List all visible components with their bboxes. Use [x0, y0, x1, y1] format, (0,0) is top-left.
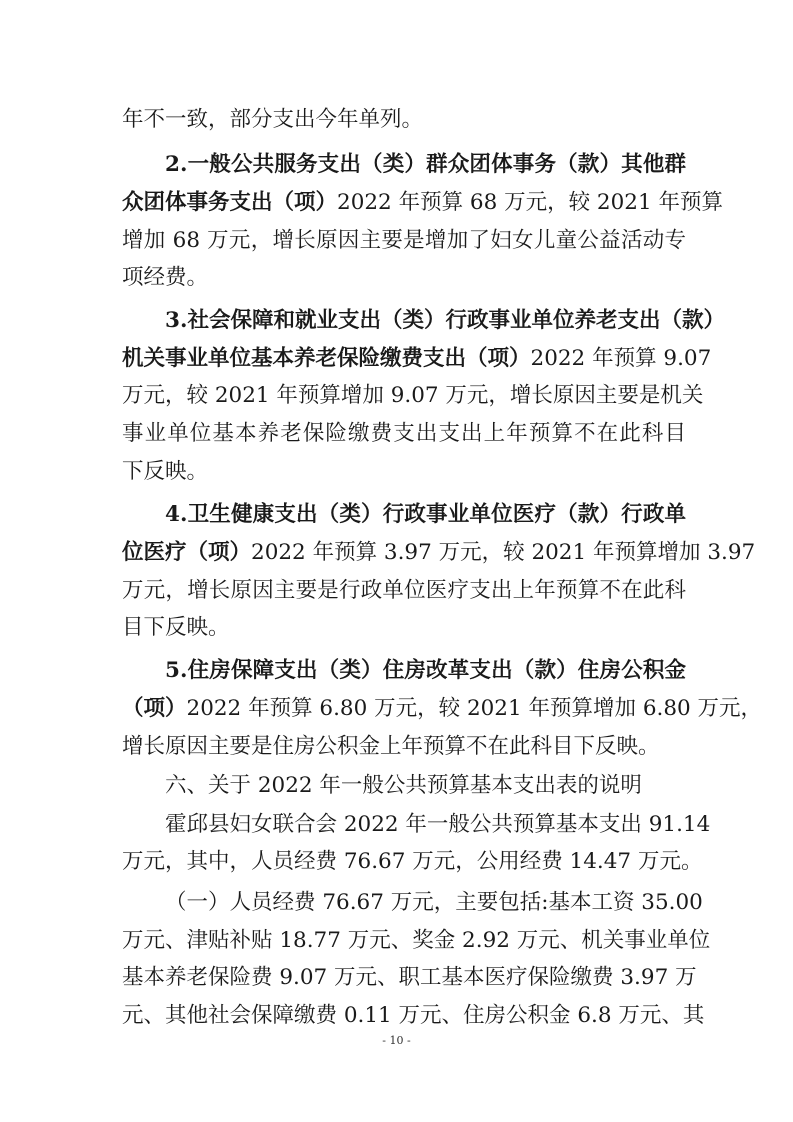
text-line: 4.卫生健康支出（类）行政事业单位医疗（款）行政单 — [165, 502, 686, 527]
page-number: - 10 - — [382, 1034, 411, 1047]
text-line: 增加 68 万元，增长原因主要是增加了妇女儿童公益活动专 — [122, 228, 686, 253]
text-line: 众团体事务支出（项）2022 年预算 68 万元，较 2021 年预算 — [122, 190, 723, 215]
text-line: 机关事业单位基本养老保险缴费支出（项）2022 年预算 9.07 — [122, 346, 712, 371]
text-line: （项）2022 年预算 6.80 万元，较 2021 年预算增加 6.80 万元， — [122, 696, 763, 721]
text-line: 霍邱县妇女联合会 2022 年一般公共预算基本支出 91.14 — [165, 812, 711, 837]
text-line: 位医疗（项）2022 年预算 3.97 万元，较 2021 年预算增加 3.97 — [122, 540, 756, 565]
text-line: 事业单位基本养老保险缴费支出支出上年预算不在此科目 — [122, 421, 686, 446]
section-heading: 六、关于 2022 年一般公共预算基本支出表的说明 — [165, 773, 642, 798]
text-line: 下反映。 — [122, 459, 209, 484]
text-line: 基本养老保险费 9.07 万元、职工基本医疗保险缴费 3.97 万 — [122, 965, 697, 990]
text-line: 万元，其中，人员经费 76.67 万元，公用经费 14.47 万元。 — [122, 849, 703, 874]
text-line: 年不一致，部分支出今年单列。 — [122, 107, 424, 132]
text-line: 项经费。 — [122, 265, 209, 290]
text-line: 万元、津贴补贴 18.77 万元、奖金 2.92 万元、机关事业单位 — [122, 928, 711, 953]
text-line: 万元，较 2021 年预算增加 9.07 万元，增长原因主要是机关 — [122, 383, 704, 408]
text-line: 万元，增长原因主要是行政单位医疗支出上年预算不在此科 — [122, 578, 686, 603]
text-line: （一）人员经费 76.67 万元，主要包括:基本工资 35.00 — [165, 890, 703, 915]
text-line: 5.住房保障支出（类）住房改革支出（款）住房公积金 — [165, 658, 686, 683]
text-line: 增长原因主要是住房公积金上年预算不在此科目下反映。 — [122, 734, 660, 759]
text-line: 目下反映。 — [122, 615, 230, 640]
text-line: 2.一般公共服务支出（类）群众团体事务（款）其他群 — [165, 152, 686, 177]
text-line: 3.社会保障和就业支出（类）行政事业单位养老支出（款） — [165, 308, 725, 333]
text-line: 元、其他社会保障缴费 0.11 万元、住房公积金 6.8 万元、其 — [122, 1003, 705, 1028]
